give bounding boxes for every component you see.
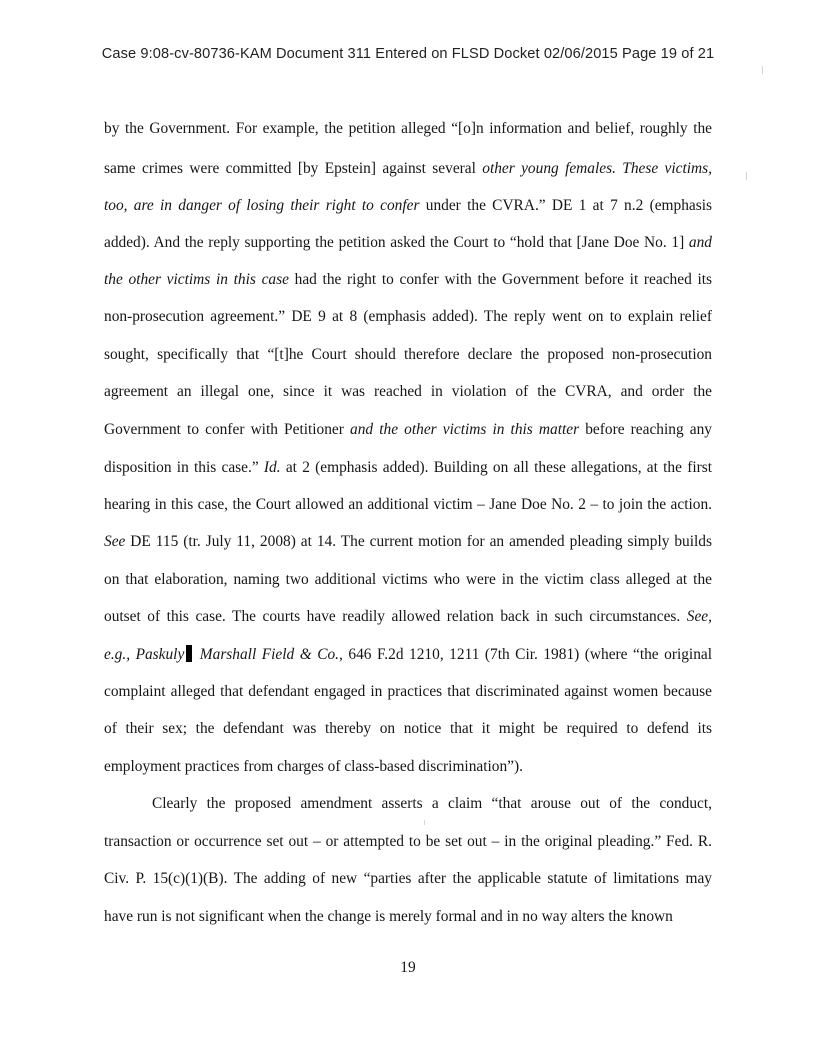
text-run: sought, specifically that “[t]he Court should therefore declare the proposed non-prosecution [104,346,712,363]
text-line [104,758,712,776]
italic-text: See, [686,608,712,625]
text-run: before reaching any [579,421,712,438]
text-run: had the right to confer with the Government before it reached its [288,271,712,288]
text-line [104,608,712,626]
text-run: outset of this case. The courts have readily allowed relation back in such circumstances. [104,608,687,625]
text-line [104,496,712,514]
text-run: added). And the reply supporting the petition asked the Court to “hold that [Jane Doe No. 1] [104,234,689,251]
text-line [104,459,712,477]
italic-text: too, are in danger of losing their right to confer [104,197,420,214]
text-run: transaction or occurrence set out – or attempted to be set out – in the original pleading.” Fed. R. [104,833,712,850]
text-run: under the CVRA.” DE 1 at 7 n.2 (emphasis [419,197,712,214]
italic-text: other young females. These victims, [482,160,713,177]
text-run: DE 115 (tr. July 11, 2008) at 14. The current motion for an amended pleading simply builds [125,533,712,550]
italic-text: See [104,533,126,550]
text-run: same crimes were committed [by Epstein] against several [104,160,483,177]
text-line [104,271,712,289]
text-run: agreement an illegal one, since it was reached in violation of the CVRA, and order the [104,383,712,400]
italic-text: Id. [263,459,281,476]
case-header: Case 9:08-cv-80736-KAM Document 311 Entered on FLSD Docket 02/06/2015 Page 19 of 21 [101,46,715,62]
text-run: 646 F.2d 1210, 1211 (7th Cir. 1981) (where “the original [342,646,713,663]
text-run: at 2 (emphasis added). Building on all these allegations, at the first [280,459,712,476]
text-run: Civ. P. 15(c)(1)(B). The adding of new “parties after the applicable statute of limitations may [104,870,712,887]
text-run: of their sex; the defendant was thereby on notice that it might be required to defend its [104,720,712,737]
italic-text: the other victims in this case [104,271,289,288]
text-line [104,571,712,589]
text-run: employment practices from charges of class-based discrimination”). [104,758,523,775]
text-line [104,683,712,701]
text-run: hearing in this case, the Court allowed an additional victim – Jane Doe No. 2 – to join the action. [104,496,712,513]
text-run: by the Government. For example, the petition alleged “[o]n information and belief, roughly the [104,120,712,137]
text-line [104,120,712,138]
italic-text: Marshall Field & Co., [194,646,343,663]
italic-text: and [688,234,712,251]
text-run: Clearly the proposed amendment asserts a claim “that arouse out of the conduct, [152,795,712,812]
text-line [104,234,712,252]
page-number: 19 [400,959,416,976]
text-run: on that elaboration, naming two additional victims who were in the victim class alleged at the [104,571,712,588]
text-line [104,197,712,215]
text-line [104,720,712,738]
text-line [104,160,712,178]
italic-text: e.g., Paskuly [104,646,185,663]
text-line [152,795,712,813]
text-line [104,308,712,326]
scan-mark [762,66,763,74]
text-run: have run is not significant when the change is merely formal and in no way alters the known [104,908,673,925]
redaction-mark [186,645,192,662]
text-run: complaint alleged that defendant engaged in practices that discriminated against women because [104,683,712,700]
italic-text: and the other victims in this matter [350,421,580,438]
text-line [104,383,712,401]
text-line [104,870,712,888]
scan-mark [746,172,747,180]
text-line [104,908,712,926]
text-line [104,346,712,364]
text-run: non-prosecution agreement.” DE 9 at 8 (emphasis added). The reply went on to explain relief [104,308,712,325]
text-run: Government to confer with Petitioner [104,421,351,438]
text-line [104,645,712,664]
scan-mark [424,820,425,825]
text-run: disposition in this case.” [104,459,264,476]
text-line [104,421,712,439]
text-line [104,833,712,851]
text-line [104,533,712,551]
